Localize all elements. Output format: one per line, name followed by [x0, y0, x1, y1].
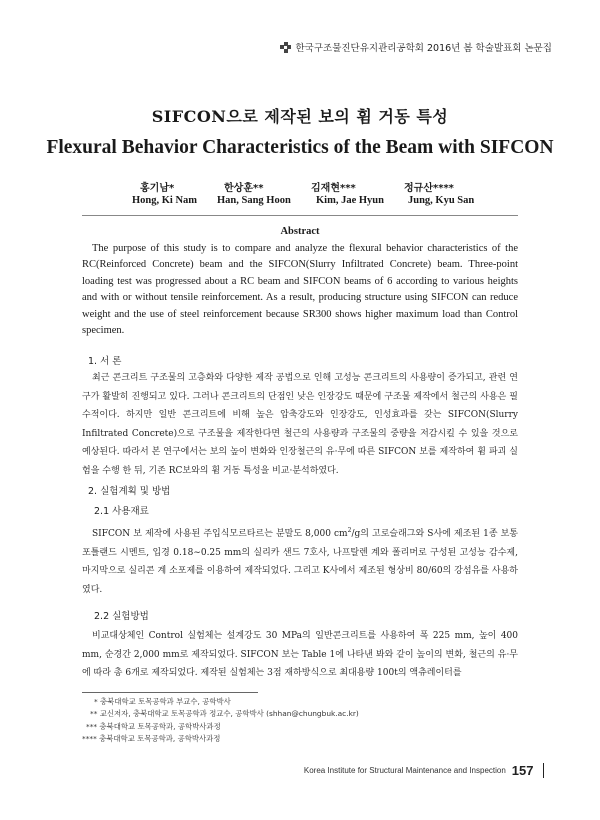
section-2-1-heading: 2.1 사용재료 [94, 506, 149, 517]
footnote-1: * 충북대학교 토목공학과 부교수, 공학박사 [94, 697, 231, 706]
section-1-heading: 1. 서 론 [88, 356, 122, 367]
materials-text-part-2: /g의 고로슬래그와 S사에 제조된 1종 보통 포틀랜드 시멘트, 입경 0.18∼0.25 mm의 실리카 샌드 7호사, 나프탈렌 계와 폴리머로 구성된 고성능 감수제, 마지막으로 실리콘 계 소포제를 이용하여 제작되었다. 그리고 K사에서 제조된 형상비 80/60의 강섬유를 사용하였다. [82, 529, 519, 595]
page-footer [304, 763, 544, 778]
section-2-1-paragraph [82, 522, 518, 599]
author-1-ko: 홍기남* [140, 183, 175, 194]
footer-organization: Korea Institute for Structural Maintenance and Inspection [303, 766, 506, 775]
page-number: 157 [511, 763, 534, 778]
footnote-4: **** 충북대학교 토목공학과, 공학박사과정 [82, 733, 221, 743]
abstract-heading: Abstract [280, 226, 320, 237]
author-2-ko: 한상훈** [224, 183, 264, 194]
abstract-text: The purpose of this study is to compare and analyze the flexural behavior characteristics of the RC(Reinforced Concrete) beam and the SIFCON(Slurry Infiltrated Concrete) beam. Three-point loading test was progressed about a RC beam and SIFCON beams of 6 according to various heights and with or without tensile reinforcement. As a result, producing structure using SIFCON can reduce weight and the use of steel reinforcement because SR300 shows higher maximum load than Control specimen. [82, 243, 518, 337]
author-4-en: Jung, Kyu San [408, 195, 475, 206]
author-2-en: Han, Sang Hoon [217, 195, 291, 206]
author-3-ko: 김재현*** [311, 183, 356, 194]
author-3-en: Kim, Jae Hyun [316, 195, 384, 206]
section-2-2-paragraph: 비교대상체인 Control 실험체는 설계강도 30 MPa의 일반콘크리트를 사용하여 폭 225 mm, 높이 400 mm, 순경간 2,000 mm로 제작되었다. SIFCON 보는 Table 1에 나타낸 봐와 같이 높이의 변화, 철근의 유·무에 따라 총 6개로 제작되었다. 제작된 실험체는 3점 재하방식으로 최대용량 100t의 액츄레이터를 [82, 631, 518, 679]
abstract-divider [82, 215, 518, 216]
journal-name: 한국구조물진단유지관리공학회 2016년 봄 학술발표회 논문집 [295, 43, 552, 54]
footnote-2: ** 교신저자, 충북대학교 토목공학과 정교수, 공학박사 (shhan@chungbuk.ac.kr) [90, 709, 359, 719]
section-2-2-heading: 2.2 실험방법 [94, 611, 149, 622]
section-1-paragraph: 최근 콘크리트 구조물의 고층화와 다양한 제작 공법으로 인해 고성능 콘크리트의 사용량이 증가되고, 관련 연구가 활발히 진행되고 있다. 그러나 콘크리트의 단점인 낮은 인장강도 때문에 구조물 제작에서 철근의 사용은 필수적이다. 하지만 일반 콘크리트에 비해 높은 압축강도와 인장강도, 인성효과를 갖는 SIFCON(Slurry Infiltrated Concrete)으로 구조물을 제작한다면 철근의 사용량과 구조물의 중량을 저감시킬 수 있을 것으로 예상된다. 따라서 본 연구에서는 보의 높이 변화와 인장철근의 유·무에 따른 SIFCON 보를 제작하여 휨 파괴 실험을 수행 한 뒤, 기존 RC보와의 휨 거동 특성을 비교·분석하였다. [82, 373, 518, 476]
unit-superscript: 2 [347, 527, 352, 534]
materials-text-part-1: SIFCON 보 제작에 사용된 주입식모르타르는 분말도 8,000 cm [92, 529, 348, 539]
footer-bar [543, 763, 545, 778]
journal-header [280, 40, 552, 54]
kimsi-logo-icon [280, 42, 291, 53]
paper-title-korean: SIFCON으로 제작된 보의 휨 거동 특성 [151, 107, 449, 126]
footnote-3: *** 충북대학교 토목공학과, 공학박사과정 [86, 721, 221, 731]
paper-title-english: Flexural Behavior Characteristics of the Beam with SIFCON [46, 137, 554, 158]
author-footnotes [82, 696, 482, 745]
section-2-heading: 2. 실험계획 및 방법 [88, 486, 171, 497]
author-4-ko: 정규산**** [404, 183, 454, 194]
footnote-divider [82, 692, 258, 693]
author-1-en: Hong, Ki Nam [132, 195, 198, 206]
